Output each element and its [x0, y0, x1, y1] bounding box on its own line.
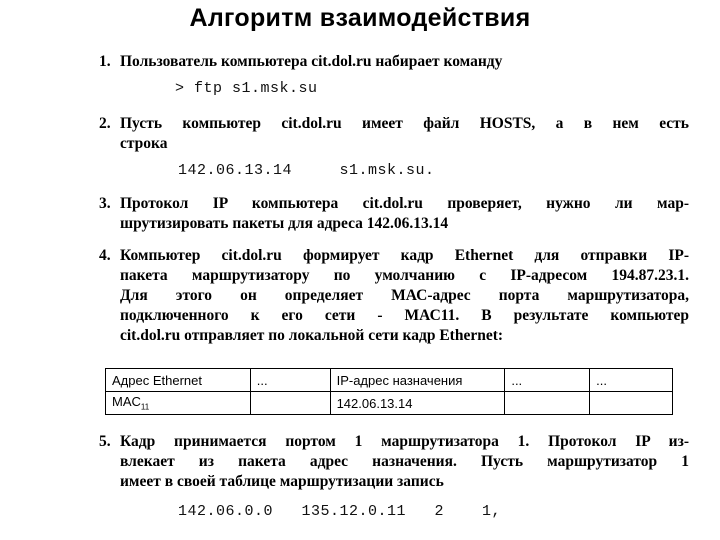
- mac-label: MAC: [112, 394, 141, 410]
- table-row: [106, 369, 673, 392]
- step-number: 4.: [99, 247, 111, 264]
- step-text-line: имеет в своей таблице маршрутизации запись: [120, 473, 444, 490]
- step-1: [99, 52, 689, 72]
- step-4: [99, 246, 689, 346]
- step-text-line: пакета маршрутизатору по умолчанию с IP-адресом 194.87.23.1.: [120, 267, 689, 284]
- step-text-line: Кадр принимается портом 1 маршрутизатора 1. Протокол IP из-: [120, 433, 689, 450]
- ip-address-cell: 142.06.13.14: [330, 392, 505, 415]
- step-text-line: cit.dol.ru отправляет по локальной сети кадр Ethernet:: [120, 327, 504, 344]
- mac-subscript: 11: [140, 402, 150, 412]
- step-5: [99, 432, 689, 492]
- table-row: [106, 392, 673, 415]
- step-number: 3.: [99, 195, 111, 212]
- routing-entry-code: 142.06.0.0 135.12.0.11 2 1,: [178, 503, 502, 520]
- table-cell: [505, 392, 590, 415]
- mac-address-cell: [106, 392, 251, 415]
- step-text-line: Компьютер cit.dol.ru формирует кадр Ethernet для отправки IP-: [120, 247, 689, 264]
- step-text-line: Протокол IP компьютера cit.dol.ru проверяет, нужно ли мар-: [120, 195, 689, 212]
- table-header-cell: ...: [505, 369, 590, 392]
- step-text-line: Пусть компьютер cit.dol.ru имеет файл HOSTS, а в нем есть: [120, 115, 689, 132]
- page-title: Алгоритм взаимодействия: [189, 4, 531, 32]
- step-text-line: подключенного к его сети - МАС11. В результате компьютер: [120, 307, 689, 324]
- table-header-cell: ...: [250, 369, 330, 392]
- table-cell: [590, 392, 673, 415]
- command-code: > ftp s1.msk.su: [175, 80, 318, 97]
- ethernet-frame-table: [105, 368, 673, 415]
- step-text-line: Пользователь компьютера cit.dol.ru набирает команду: [120, 53, 503, 70]
- step-text-line: шрутизировать пакеты для адреса 142.06.13.14: [120, 215, 449, 232]
- step-text-line: Для этого он определяет МАС-адрес порта маршрутизатора,: [120, 287, 689, 304]
- step-text-line: строка: [120, 135, 168, 152]
- step-3: [99, 194, 689, 234]
- table-cell: [250, 392, 330, 415]
- hosts-entry-code: 142.06.13.14 s1.msk.su.: [178, 162, 435, 179]
- table-header-cell: ...: [590, 369, 673, 392]
- table-header-cell: IP-адрес назначения: [330, 369, 505, 392]
- step-number: 2.: [99, 115, 111, 132]
- step-number: 1.: [99, 53, 111, 70]
- table-header-cell: Адрес Ethernet: [106, 369, 251, 392]
- step-text-line: влекает из пакета адрес назначения. Пусть маршрутизатор 1: [120, 453, 689, 470]
- step-number: 5.: [99, 433, 111, 450]
- step-2: [99, 114, 689, 154]
